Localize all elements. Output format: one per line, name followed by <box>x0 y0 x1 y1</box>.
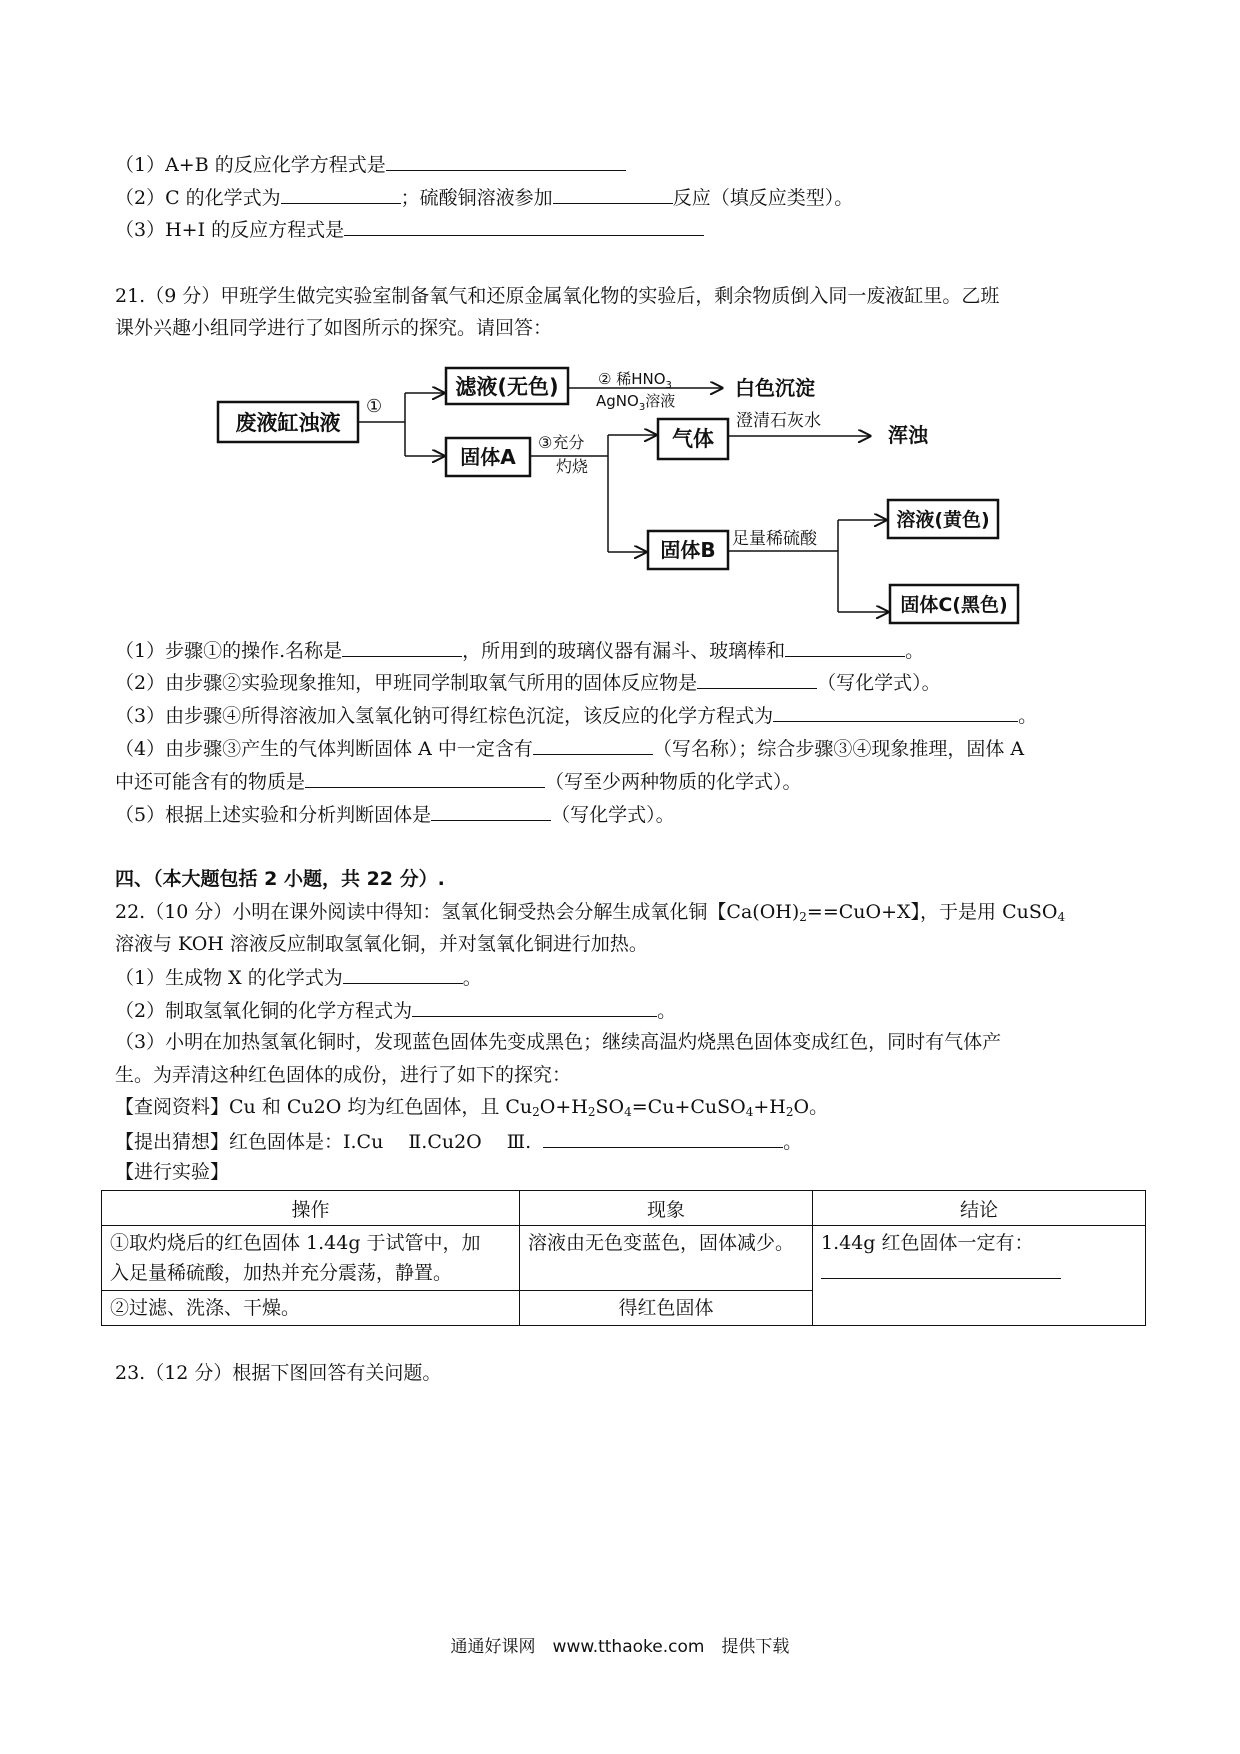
q21-a1-blank-2[interactable] <box>785 636 905 657</box>
q22-experiment-title: 【进行实验】 <box>115 1161 230 1183</box>
table-header-row <box>102 1191 1146 1226</box>
q22-hypothesis-blank[interactable] <box>543 1127 783 1148</box>
q21-a2: （2）由步骤②实验现象推知，甲班同学制取氧气所用的固体反应物是 （写化学式）。 <box>115 668 1135 696</box>
q22-reference: 【查阅资料】Cu 和 Cu2O 均为红色固体，且 $Cu_2O+H_2SO_4=Cu+CuSO_4+H_2O$。 <box>115 1096 829 1119</box>
q20-s2c-text: 反应（填反应类型）。 <box>672 187 854 209</box>
q21-a4-blank-1[interactable] <box>533 734 653 755</box>
q21-a3-blank[interactable] <box>773 701 1018 722</box>
step2b-label: AgNO$_3$溶液 <box>596 392 676 413</box>
page-footer: 通通好课网 www.tthaoke.com 提供下载 <box>450 1637 790 1657</box>
q22-hypothesis: 【提出猜想】红色固体是：Ⅰ.Cu Ⅱ.Cu2O Ⅲ. 。 <box>115 1127 1135 1155</box>
experiment-table <box>101 1190 1146 1326</box>
step3b-label: 灼烧 <box>556 457 589 476</box>
step3a-label: ③充分 <box>538 433 585 452</box>
row2-phenomenon: 得红色固体 <box>520 1291 813 1326</box>
q20-s3-text: （3）H+I 的反应方程式是 <box>115 219 345 241</box>
solidC-label: 固体C(黑色) <box>900 594 1008 616</box>
q21-a4-blank-2[interactable] <box>305 767 545 788</box>
conclusion-blank[interactable] <box>821 1258 1061 1279</box>
q20-s2a-text: （2）C 的化学式为 <box>115 187 281 209</box>
solidA-label: 固体A <box>460 445 516 469</box>
table-row <box>102 1226 1146 1291</box>
q22-s2: （2）制取氢氧化铜的化学方程式为 。 <box>115 996 1135 1024</box>
q21-flow-diagram <box>0 0 1240 640</box>
q21-intro-2: 课外兴趣小组同学进行了如图所示的探究。请回答： <box>115 317 553 339</box>
q22-intro-2: 溶液与 KOH 溶液反应制取氢氧化铜，并对氢氧化铜进行加热。 <box>115 933 648 955</box>
q21-a4-line-1: （4）由步骤③产生的气体判断固体 A 中一定含有 （写名称）；综合步骤③④现象推理，固体 A <box>115 734 1135 762</box>
section-4-heading: 四、（本大题包括 2 小题，共 22 分）. <box>115 868 445 890</box>
q20-s2b-text: ；硫酸铜溶液参加 <box>400 187 553 209</box>
q21-a3: （3）由步骤④所得溶液加入氢氧化钠可得红棕色沉淀，该反应的化学方程式为 。 <box>115 701 1135 729</box>
q20-s1-text: （1）A+B 的反应化学方程式是 <box>115 154 386 176</box>
row1-operation: ①取灼烧后的红色固体 1.44g 于试管中，加 入足量稀硫酸，加热并充分震荡，静置。 <box>102 1226 520 1291</box>
header-conclusion: 结论 <box>813 1191 1146 1226</box>
turbid-label: 浑浊 <box>888 423 928 447</box>
q22-s1: （1）生成物 X 的化学式为 。 <box>115 963 1135 991</box>
header-operation: 操作 <box>102 1191 520 1226</box>
q22-s3-line-2: 生。为弄清这种红色固体的成份，进行了如下的探究： <box>115 1064 572 1086</box>
solidB-label: 固体B <box>660 538 716 562</box>
q22-s2-blank[interactable] <box>412 996 657 1017</box>
q21-a5-blank[interactable] <box>431 800 551 821</box>
row2-operation: ②过滤、洗涤、干燥。 <box>102 1291 520 1326</box>
acid-label: 足量稀硫酸 <box>732 529 817 549</box>
q23-prompt: 23.（12 分）根据下图回答有关问题。 <box>115 1362 442 1384</box>
q21-a4-line-2: 中还可能含有的物质是 （写至少两种物质的化学式）。 <box>115 767 1135 795</box>
waste-label: 废液缸浊液 <box>235 411 341 435</box>
q21-a2-blank[interactable] <box>697 668 817 689</box>
gas-label: 气体 <box>672 427 714 451</box>
step1-label: ① <box>366 396 383 417</box>
q21-a1-blank-1[interactable] <box>342 636 462 657</box>
q21-intro-1: 21.（9 分）甲班学生做完实验室制备氧气和还原金属氧化物的实验后，剩余物质倒入同一废液缸里。乙班 <box>115 285 1000 307</box>
row1-phenomenon: 溶液由无色变蓝色，固体减少。 <box>520 1226 813 1291</box>
q22-intro-1: 22.（10 分）小明在课外阅读中得知：氢氧化铜受热会分解生成氧化铜【$Ca(OH)_2==CuO+X$】，于是用 CuSO$_4$ <box>115 901 1066 924</box>
q21-a5: （5）根据上述实验和分析判断固体是 （写化学式）。 <box>115 800 1135 828</box>
white-ppt-label: 白色沉淀 <box>735 376 815 400</box>
q21-a1: （1）步骤①的操作.名称是 ，所用到的玻璃仪器有漏斗、玻璃棒和 。 <box>115 636 1135 664</box>
row1-conclusion: 1.44g 红色固体一定有： <box>813 1226 1146 1326</box>
q22-s1-blank[interactable] <box>343 963 463 984</box>
filtrate-label: 滤液(无色) <box>455 375 559 399</box>
q22-s3-line-1: （3）小明在加热氢氧化铜时，发现蓝色固体先变成黑色；继续高温灼烧黑色固体变成红色，同时有气体产 <box>115 1031 1002 1053</box>
limewater-label: 澄清石灰水 <box>736 411 821 431</box>
header-phenomenon: 现象 <box>520 1191 813 1226</box>
step2a-label: ② 稀$HNO_3$ <box>598 370 672 391</box>
solution-label: 溶液(黄色) <box>896 509 990 531</box>
